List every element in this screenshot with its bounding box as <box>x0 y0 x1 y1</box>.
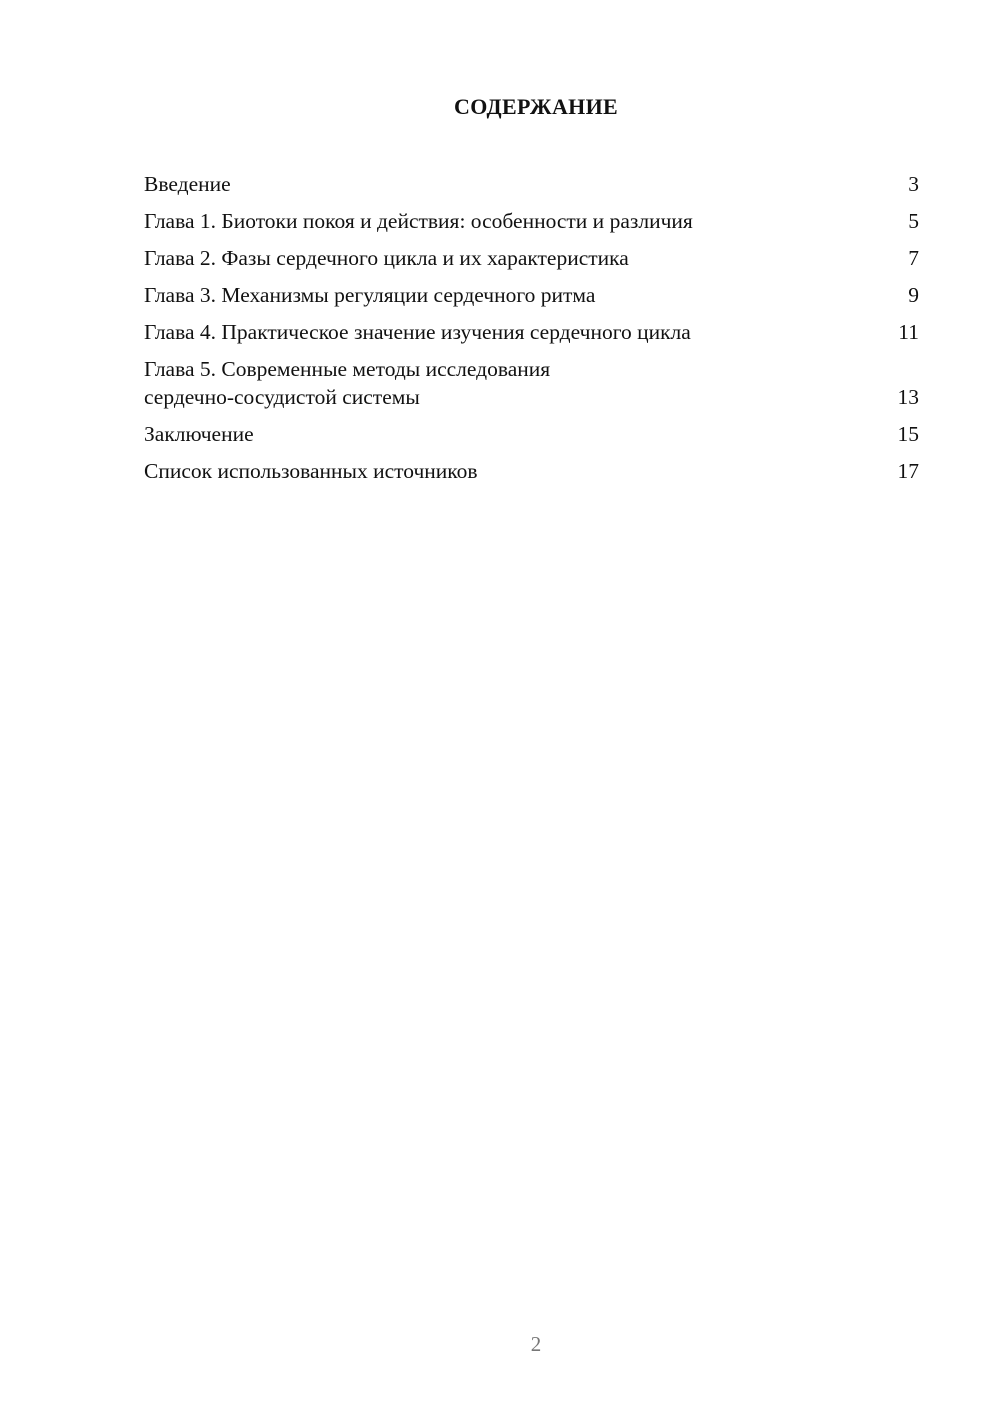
toc-entry-title: Глава 1. Биотоки покоя и действия: особенности и различия <box>144 209 693 233</box>
toc-entry-page: 15 <box>897 422 919 446</box>
toc-entry-title-block <box>144 355 550 411</box>
toc-entry-title: Глава 2. Фазы сердечного цикла и их характеристика <box>144 246 629 270</box>
table-of-contents <box>144 170 919 494</box>
toc-entry-title-continuation: сердечно-сосудистой системы <box>144 385 420 409</box>
toc-entry-title: Глава 5. Современные методы исследования <box>144 357 551 381</box>
toc-entry-references[interactable] <box>144 457 919 485</box>
toc-entry-page: 5 <box>908 209 919 233</box>
page-title: СОДЕРЖАНИЕ <box>454 94 618 119</box>
toc-entry-chapter-1[interactable] <box>144 207 919 235</box>
toc-entry-page: 9 <box>908 283 919 307</box>
toc-entry-chapter-3[interactable] <box>144 281 919 309</box>
toc-entry-conclusion[interactable] <box>144 420 919 448</box>
toc-entry-title: Заключение <box>144 422 254 446</box>
toc-entry-title: Список использованных источников <box>144 459 478 483</box>
toc-entry-title: Введение <box>144 172 231 196</box>
toc-entry-page: 3 <box>908 172 919 196</box>
page-number: 2 <box>530 1332 542 1356</box>
toc-entry-chapter-2[interactable] <box>144 244 919 272</box>
toc-entry-page: 11 <box>898 320 919 344</box>
toc-entry-page: 13 <box>897 385 919 409</box>
toc-entry-title: Глава 4. Практическое значение изучения сердечного цикла <box>144 320 691 344</box>
toc-entry-page: 7 <box>908 246 919 270</box>
toc-entry-chapter-5[interactable] <box>144 355 919 411</box>
toc-entry-introduction[interactable] <box>144 170 919 198</box>
toc-entry-page: 17 <box>897 459 919 483</box>
toc-entry-chapter-4[interactable] <box>144 318 919 346</box>
toc-entry-title: Глава 3. Механизмы регуляции сердечного ритма <box>144 283 596 307</box>
